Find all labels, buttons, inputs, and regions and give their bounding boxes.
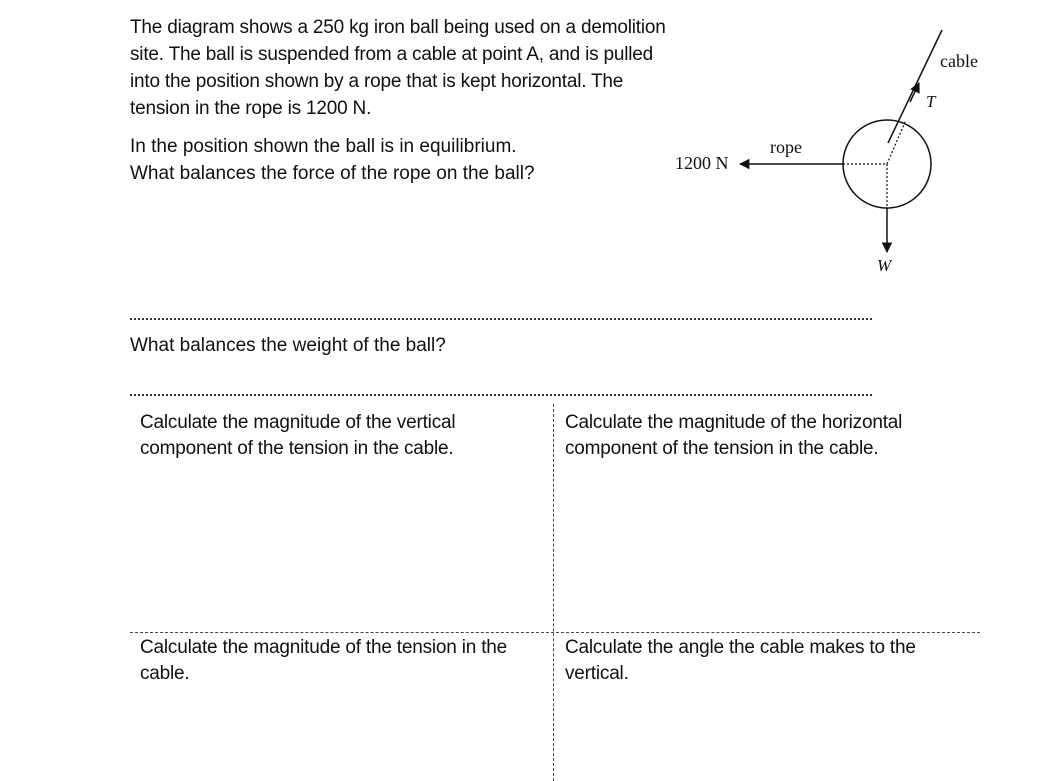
label-rope: rope [770, 137, 802, 157]
cell-cable-angle: Calculate the angle the cable makes to the vertical. [565, 637, 916, 684]
grid-divider-vertical [553, 404, 554, 781]
question-balance-rope: What balances the force of the rope on the ball? [130, 163, 535, 184]
force-diagram [660, 20, 1000, 280]
grid-divider-horizontal [130, 632, 980, 633]
question-balance-weight: What balances the weight of the ball? [130, 335, 446, 356]
cell-vertical-component: Calculate the magnitude of the vertical component of the tension in the cable. [140, 412, 456, 459]
label-tension: T [926, 92, 936, 111]
label-cable: cable [940, 51, 978, 71]
label-weight: W [877, 256, 892, 275]
answer-line-2[interactable] [130, 394, 872, 396]
intro-paragraph [130, 14, 670, 122]
intro-text: The diagram shows a 250 kg iron ball being used on a demolition site. The ball is suspended from a cable at point A, and is pulled into the position shown by a rope that is kept horizontal. The tension in the rope is 1200 N. [130, 17, 666, 119]
label-rope-force: 1200 N [675, 153, 729, 173]
cell-tension-magnitude: Calculate the magnitude of the tension in the cable. [140, 637, 508, 684]
equilibrium-statement: In the position shown the ball is in equilibrium. [130, 136, 517, 157]
answer-line-1[interactable] [130, 318, 872, 320]
cell-horizontal-component: Calculate the magnitude of the horizontal component of the tension in the cable. [565, 412, 903, 459]
cable-line [888, 30, 942, 143]
